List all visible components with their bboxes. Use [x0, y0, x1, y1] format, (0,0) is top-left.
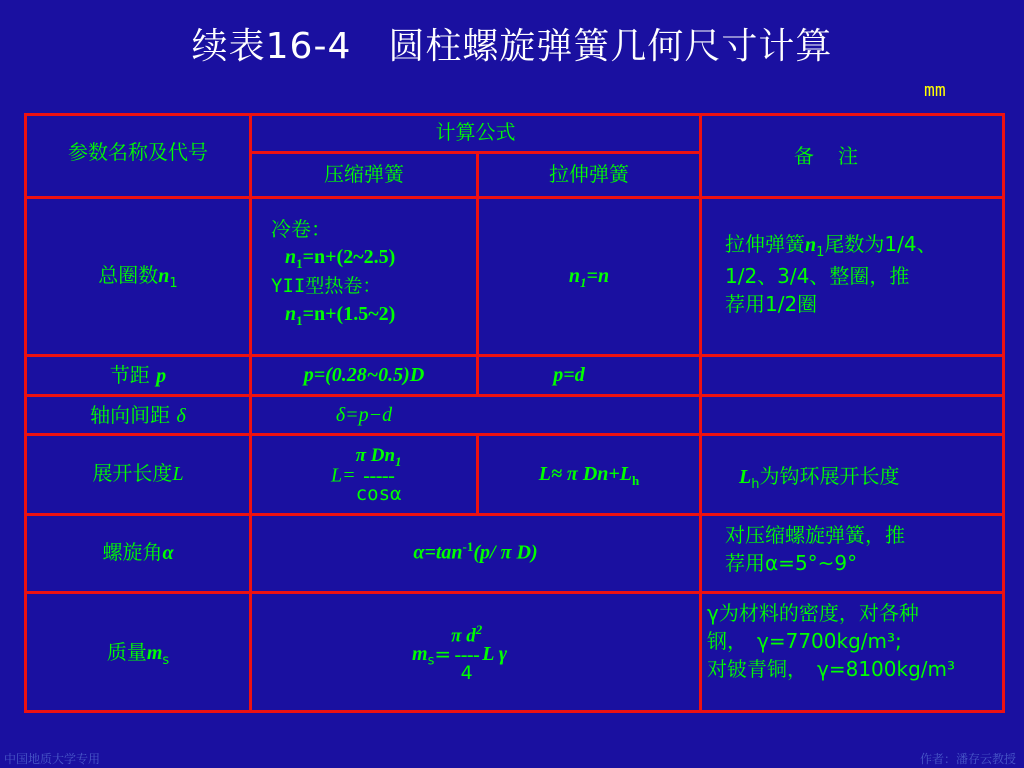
page-title: 续表16-4 圆柱螺旋弹簧几何尺寸计算 — [191, 26, 833, 67]
header-formula: 计算公式 — [435, 120, 516, 144]
mass-note: γ为材料的密度，对各种 钢， γ=7700kg/m³; 对铍青铜， γ=8100kg/m³ — [707, 601, 956, 681]
header-extension: 拉伸弹簧 — [549, 162, 629, 186]
grid-line — [27, 354, 1002, 357]
helix-angle-name: 螺旋角α — [102, 540, 174, 564]
total-coils-extension: $n_1=n$ — [568, 265, 610, 290]
pitch-name: 节距 p — [109, 363, 167, 387]
grid-line — [27, 394, 1002, 397]
length-extension: L≈ π $Dn+L_h$ — [538, 463, 640, 488]
helix-angle-note: 对压缩螺旋弹簧，推 荐用α=5°~9° — [725, 523, 905, 575]
unit-label: mm — [924, 80, 946, 101]
total-coils-name: 总圈数$n_1$ — [98, 263, 178, 291]
grid-line — [27, 513, 1002, 516]
pitch-compression: p=(0.28~0.5)D — [303, 364, 425, 386]
length-name: 展开长度L — [92, 461, 184, 485]
header-param: 参数名称及代号 — [68, 140, 208, 164]
footer-right: 作者：潘存云教授 — [919, 752, 1016, 766]
axial-gap-compression: δ=p−d — [335, 404, 393, 426]
grid-line — [699, 116, 702, 710]
length-note: $L_h$为钩环展开长度 — [739, 464, 900, 492]
total-coils-compression: 冷卷： $n_1=n+(2\sim 2.5)$ YII型热卷： $n_1=n+(1.5\sim 2)$ — [271, 217, 396, 328]
pitch-extension: p=d — [553, 364, 585, 386]
header-note: 备 注 — [794, 144, 860, 168]
header-compression: 压缩弹簧 — [324, 162, 404, 186]
length-compression: L= π $Dn_1$ ----- cosα — [331, 445, 402, 505]
grid-line — [27, 196, 1002, 199]
helix-angle-formula: $\alpha=\tan^{-1}(p/$ π D) — [413, 539, 538, 564]
footer-left: 中国地质大学专用 — [4, 752, 101, 766]
axial-gap-name: 轴向间距 δ — [90, 403, 186, 427]
mass-name: 质量$m_s$ — [106, 640, 170, 668]
grid-line — [27, 433, 1002, 436]
mass-formula: $m_s=$ π $d^2$ ---- 4 L γ — [412, 622, 508, 684]
grid-line — [27, 591, 1002, 594]
spring-geometry-table — [24, 113, 1005, 713]
total-coils-note: 拉伸弹簧$n_1$尾数为1/4、 1/2、3/4、整圈，推 荐用1/2圈 — [725, 232, 937, 317]
